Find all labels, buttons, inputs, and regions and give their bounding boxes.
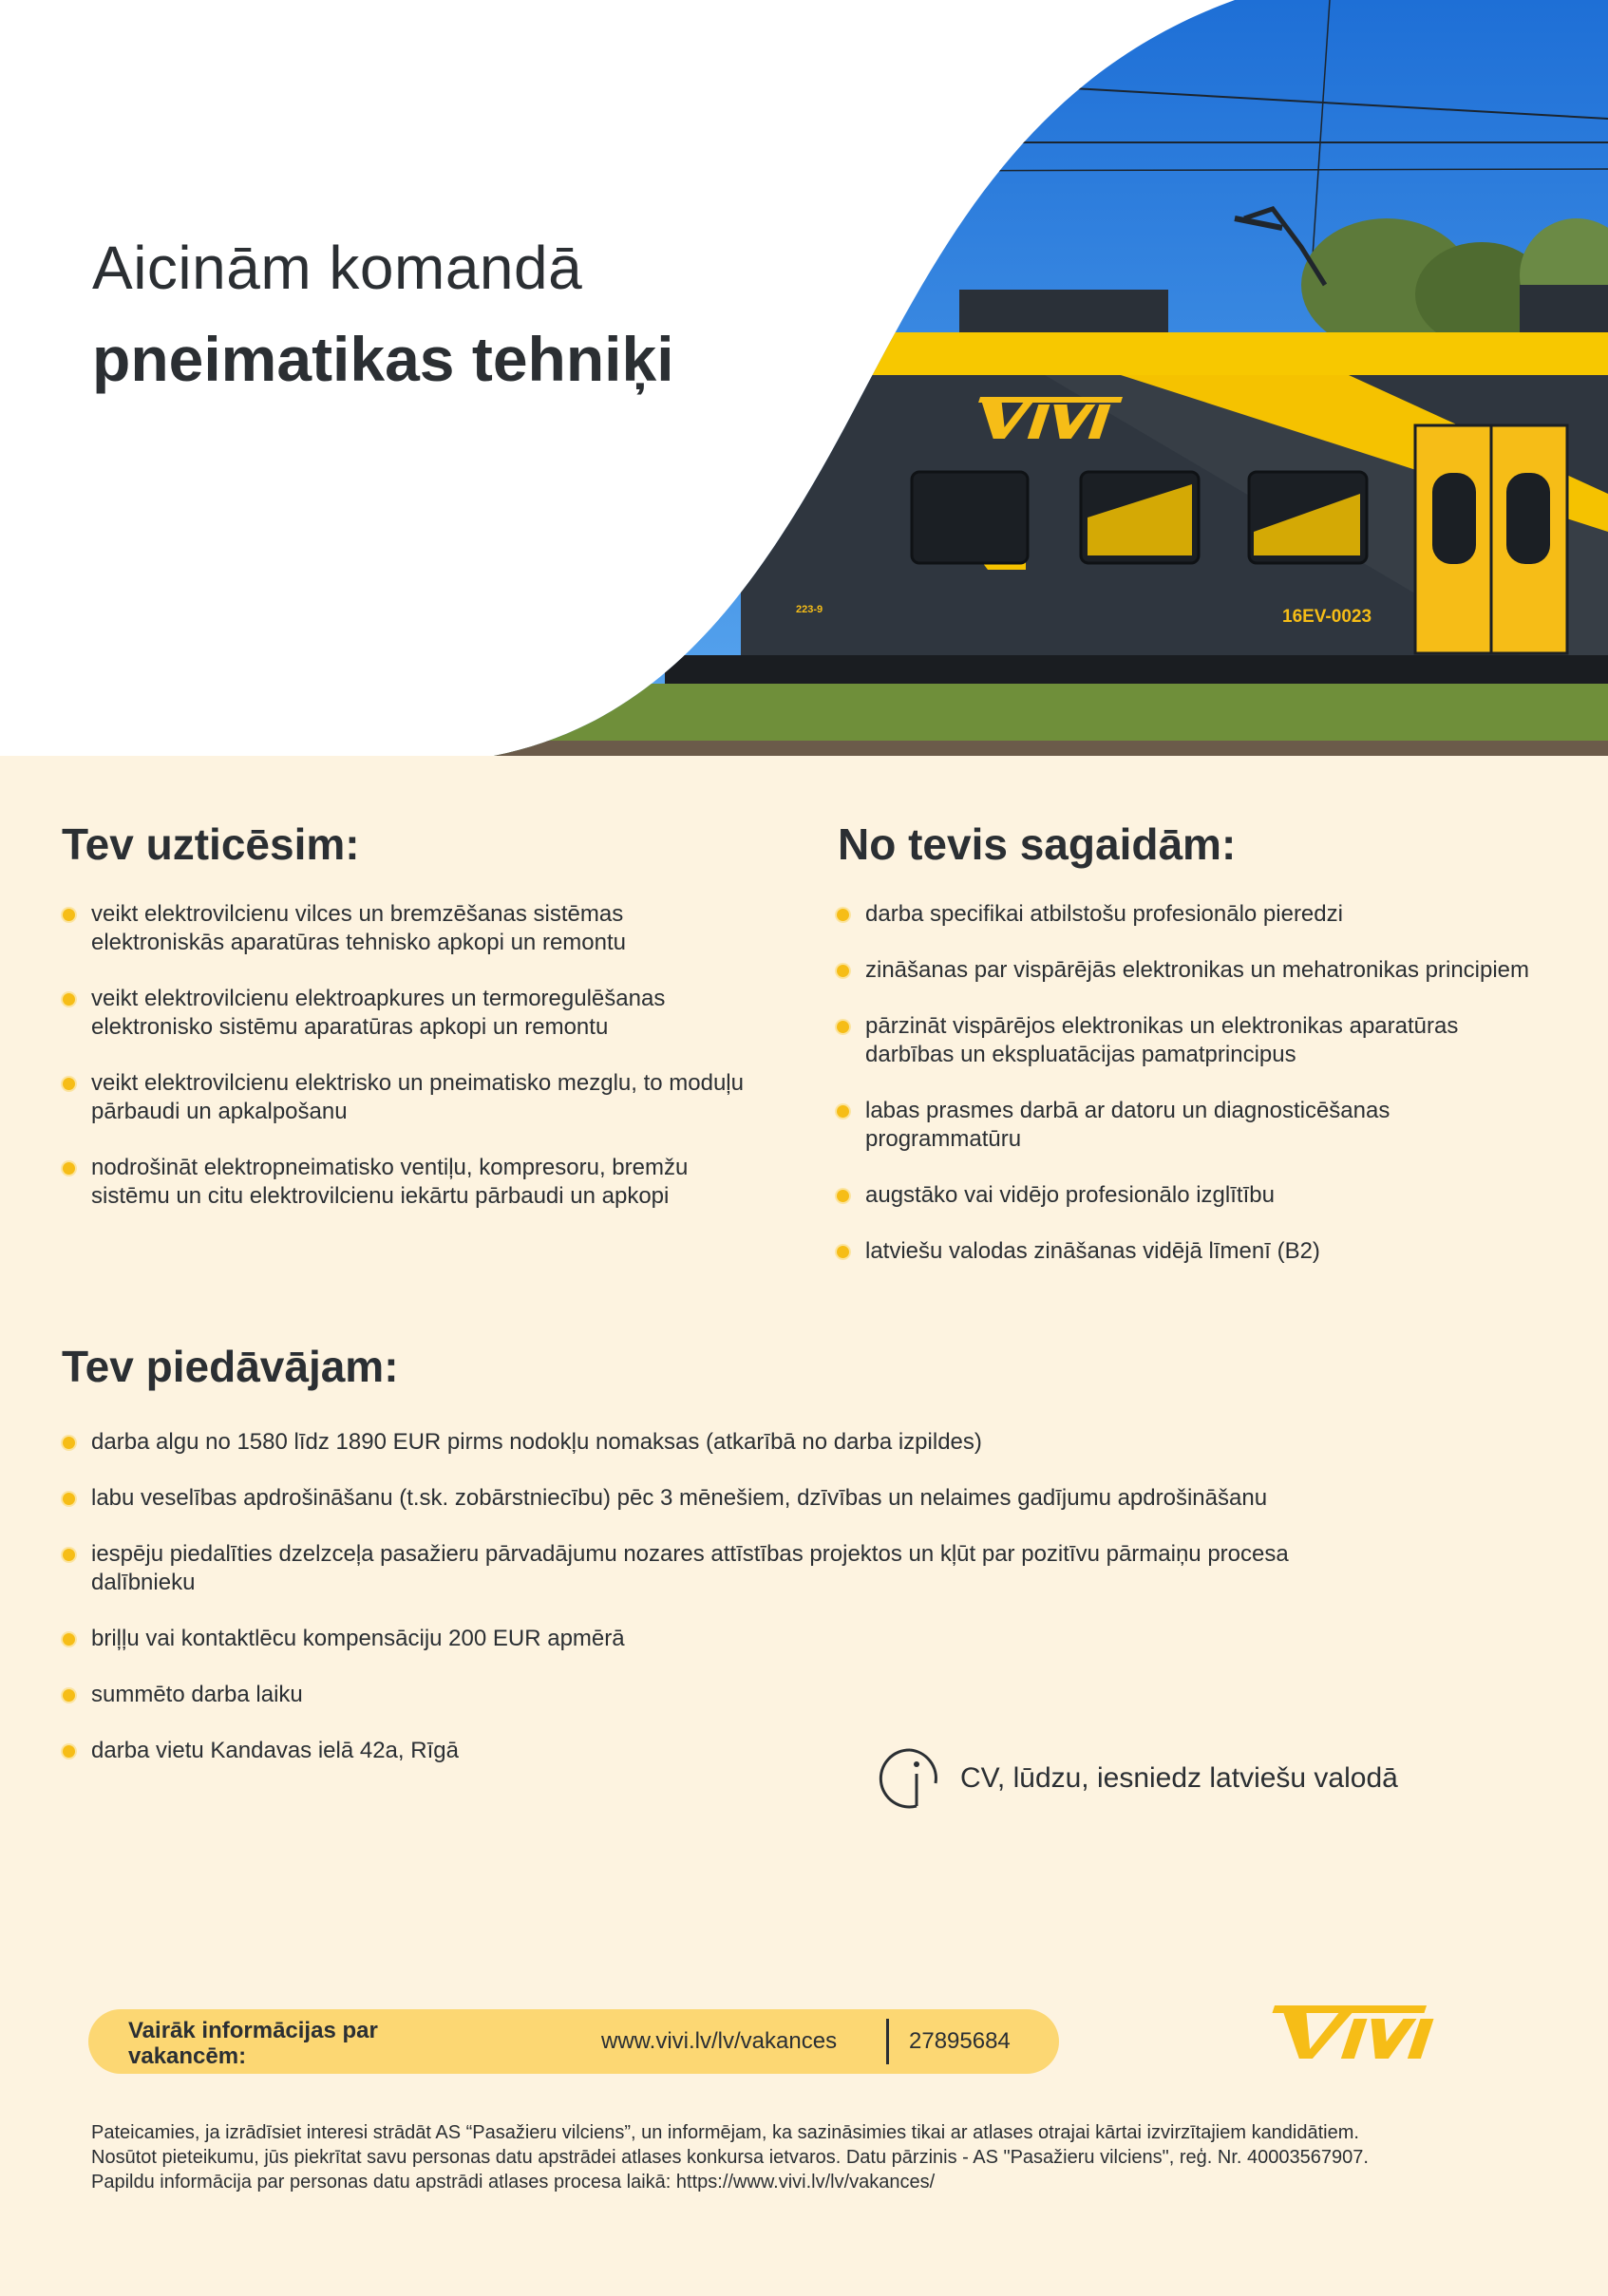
list-item: briļļu vai kontaktlēcu kompensāciju 200 EUR apmērā bbox=[63, 1625, 1354, 1653]
bullet-dot-icon bbox=[837, 1190, 849, 1202]
list-item: labu veselības apdrošināšanu (t.sk. zobārstniecību) pēc 3 mēnešiem, dzīvības un nelaimes gadījumu apdrošināšanu bbox=[63, 1484, 1354, 1513]
list-item: latviešu valodas zināšanas vidējā līmenī (B2) bbox=[837, 1237, 1540, 1266]
divider bbox=[886, 2019, 889, 2064]
phone-number[interactable]: 27895684 bbox=[909, 2028, 1011, 2054]
info-icon bbox=[879, 1745, 941, 1812]
bullet-dot-icon bbox=[63, 1549, 75, 1561]
list-item: nodrošināt elektropneimatisko ventiļu, kompresoru, bremžu sistēmu un citu elektrovilcienu iekārtu pārbaudi un apkopi bbox=[63, 1154, 747, 1211]
bullet-dot-icon bbox=[837, 1246, 849, 1258]
list-item: darba vietu Kandavas ielā 42a, Rīgā bbox=[63, 1737, 1354, 1765]
list-item: labas prasmes darbā ar datoru un diagnosticēšanas programmatūru bbox=[837, 1097, 1540, 1154]
bullet-dot-icon bbox=[63, 1633, 75, 1646]
bullet-dot-icon bbox=[63, 909, 75, 921]
cv-language-note bbox=[879, 1745, 1398, 1812]
bullet-dot-icon bbox=[63, 1689, 75, 1702]
contact-info-bar bbox=[88, 2009, 1059, 2074]
hero-title-line2: pneimatikas tehniķi bbox=[92, 324, 674, 394]
hero-banner bbox=[0, 0, 1608, 756]
list-item: iespēju piedalīties dzelzceļa pasažieru pārvadājumu nozares attīstības projektos un kļūt par pozitīvu pārmaiņu procesa dalībnieku bbox=[63, 1540, 1326, 1597]
bullet-dot-icon bbox=[63, 1437, 75, 1449]
privacy-footer bbox=[91, 2120, 1535, 2194]
train-side-code: 223-9 bbox=[796, 604, 823, 615]
list-item: darba specifikai atbilstošu profesionālo pieredzi bbox=[837, 900, 1540, 929]
offer-section-title: Tev piedāvājam: bbox=[62, 1342, 399, 1391]
list-item: pārzināt vispārējos elektronikas un elektronikas aparatūras darbības un ekspluatācijas pamatprincipus bbox=[837, 1012, 1540, 1069]
list-item: darba algu no 1580 līdz 1890 EUR pirms nodokļu nomaksas (atkarībā no darba izpildes) bbox=[63, 1428, 1354, 1457]
trust-section-title: Tev uzticēsim: bbox=[62, 819, 360, 869]
bullet-dot-icon bbox=[837, 965, 849, 977]
info-label: Vairāk informācijas par vakancēm: bbox=[128, 2018, 378, 2069]
footer-line: Papildu informācija par personas datu apstrādi atlases procesa laikā: https://www.vivi.lv/lv/vakances/ bbox=[91, 2172, 936, 2192]
expect-list bbox=[837, 900, 1540, 1293]
footer-line: Nosūtot pieteikumu, jūs piekrītat savu personas datu apstrādei atlases konkursa ietvaros. Datu pārzinis - AS "Pasažieru vilciens", reģ. Nr. 40003567907. bbox=[91, 2147, 1369, 2168]
bullet-dot-icon bbox=[837, 909, 849, 921]
trust-list bbox=[63, 900, 747, 1238]
list-item: veikt elektrovilcienu vilces un bremzēšanas sistēmas elektroniskās aparatūras tehnisko apkopi un remontu bbox=[63, 900, 747, 957]
list-item: summēto darba laiku bbox=[63, 1681, 1354, 1709]
bullet-dot-icon bbox=[837, 1105, 849, 1118]
hero-title-line1: Aicinām komandā bbox=[92, 234, 583, 302]
list-item: veikt elektrovilcienu elektrisko un pneimatisko mezglu, to moduļu pārbaudi un apkalpošanu bbox=[63, 1069, 747, 1126]
offer-list bbox=[63, 1428, 1354, 1793]
bullet-dot-icon bbox=[63, 1745, 75, 1758]
train-number: 16EV-0023 bbox=[1282, 607, 1372, 627]
bullet-dot-icon bbox=[63, 1162, 75, 1175]
list-item: zināšanas par vispārējās elektronikas un mehatronikas principiem bbox=[837, 956, 1540, 985]
bullet-dot-icon bbox=[63, 993, 75, 1006]
expect-section-title: No tevis sagaidām: bbox=[838, 819, 1237, 869]
vacancies-link[interactable]: www.vivi.lv/lv/vakances bbox=[601, 2028, 838, 2054]
list-item: augstāko vai vidējo profesionālo izglītību bbox=[837, 1181, 1540, 1210]
bullet-dot-icon bbox=[63, 1078, 75, 1090]
bullet-dot-icon bbox=[63, 1493, 75, 1505]
bullet-dot-icon bbox=[837, 1021, 849, 1033]
cv-note-text: CV, lūdzu, iesniedz latviešu valodā bbox=[960, 1762, 1398, 1794]
footer-line: Pateicamies, ja izrādīsiet interesi strādāt AS “Pasažieru vilciens”, un informējam, ka sazināsimies tikai ar atlases otrajai kārtai izvirzītajiem kandidātiem. bbox=[91, 2122, 1359, 2143]
list-item: veikt elektrovilcienu elektroapkures un termoregulēšanas elektronisko sistēmu aparatūras apkopi un remontu bbox=[63, 985, 747, 1042]
vivi-logo bbox=[1259, 2000, 1440, 2062]
